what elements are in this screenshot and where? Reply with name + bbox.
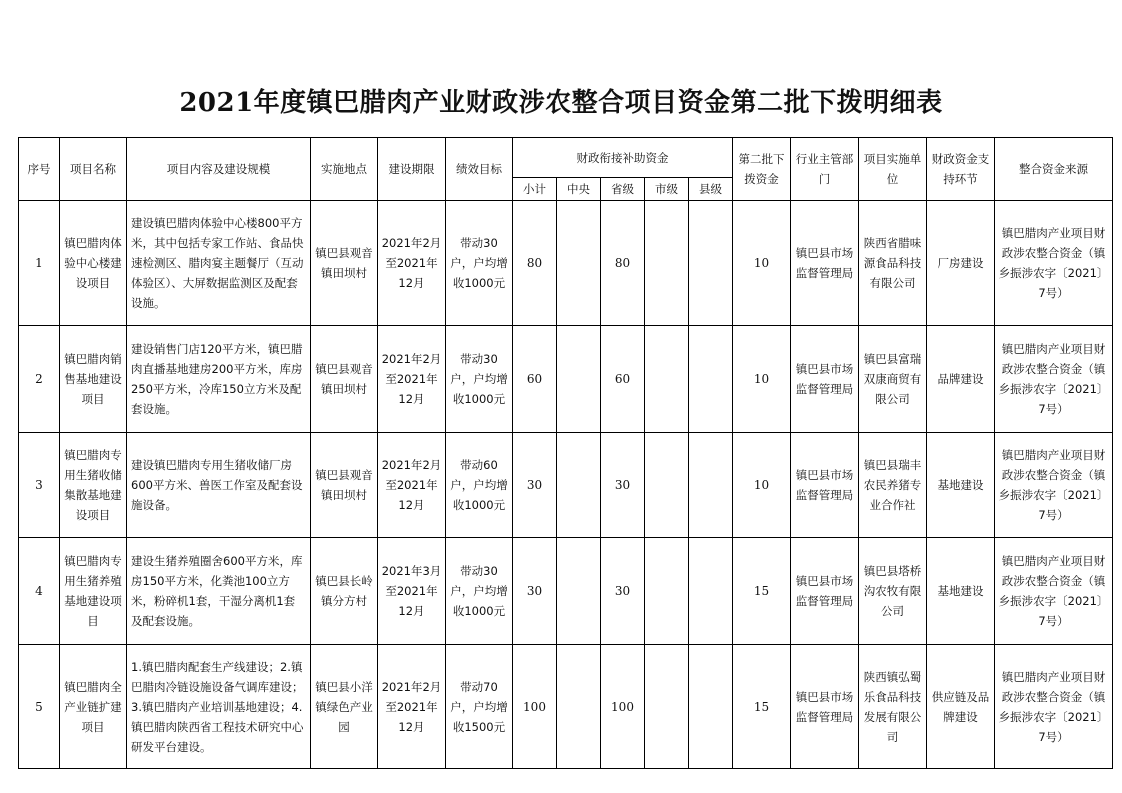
cell-dept: 镇巴县市场监督管理局 <box>791 645 859 769</box>
cell-support: 品牌建设 <box>927 326 995 433</box>
cell-county <box>689 645 733 769</box>
cell-target: 带动30户，户均增收1000元 <box>446 201 513 326</box>
cell-period: 2021年2月至2021年12月 <box>378 326 446 433</box>
cell-support: 基地建设 <box>927 538 995 645</box>
cell-content: 建设镇巴腊肉专用生猪收储厂房600平方米、兽医工作室及配套设施设备。 <box>127 433 311 538</box>
cell-county <box>689 326 733 433</box>
cell-subtotal: 30 <box>513 538 557 645</box>
cell-content: 建设镇巴腊肉体验中心楼800平方米，其中包括专家工作站、食品快速检测区、腊肉宴主题餐厅（互动体验区）、大屏数据监测区及配套设施。 <box>127 201 311 326</box>
header-content: 项目内容及建设规模 <box>127 138 311 201</box>
cell-support: 厂房建设 <box>927 201 995 326</box>
cell-project-name: 镇巴腊肉专用生猪养殖基地建设项目 <box>60 538 127 645</box>
cell-content: 建设销售门店120平方米，镇巴腊肉直播基地建房200平方米，库房250平方米，冷库150立方米及配套设施。 <box>127 326 311 433</box>
cell-target: 带动70户，户均增收1500元 <box>446 645 513 769</box>
cell-location: 镇巴县观音镇田坝村 <box>311 326 378 433</box>
cell-period: 2021年2月至2021年12月 <box>378 433 446 538</box>
cell-second-batch: 10 <box>733 201 791 326</box>
cell-support: 基地建设 <box>927 433 995 538</box>
cell-provincial: 30 <box>601 538 645 645</box>
cell-city <box>645 538 689 645</box>
header-county: 县级 <box>689 178 733 201</box>
header-period: 建设期限 <box>378 138 446 201</box>
header-central: 中央 <box>557 178 601 201</box>
header-row <box>19 138 1113 178</box>
cell-seq: 1 <box>19 201 60 326</box>
header-support: 财政资金支持环节 <box>927 138 995 201</box>
cell-dept: 镇巴县市场监督管理局 <box>791 326 859 433</box>
cell-source: 镇巴腊肉产业项目财政涉农整合资金（镇乡振涉农字〔2021〕7号） <box>995 201 1113 326</box>
table-row <box>19 645 1113 769</box>
cell-city <box>645 433 689 538</box>
cell-unit: 镇巴县富瑞双康商贸有限公司 <box>859 326 927 433</box>
cell-target: 带动30户，户均增收1000元 <box>446 326 513 433</box>
cell-project-name: 镇巴腊肉全产业链扩建项目 <box>60 645 127 769</box>
cell-central <box>557 538 601 645</box>
cell-city <box>645 326 689 433</box>
cell-period: 2021年2月至2021年12月 <box>378 645 446 769</box>
header-fund-group: 财政衔接补助资金 <box>513 138 733 178</box>
header-subtotal: 小计 <box>513 178 557 201</box>
cell-central <box>557 201 601 326</box>
table-row <box>19 538 1113 645</box>
cell-subtotal: 60 <box>513 326 557 433</box>
page-title: 2021年度镇巴腊肉产业财政涉农整合项目资金第二批下拨明细表 <box>179 88 943 118</box>
cell-target: 带动60户，户均增收1000元 <box>446 433 513 538</box>
cell-central <box>557 645 601 769</box>
cell-second-batch: 15 <box>733 538 791 645</box>
header-dept: 行业主管部门 <box>791 138 859 201</box>
cell-central <box>557 326 601 433</box>
cell-provincial: 100 <box>601 645 645 769</box>
cell-seq: 5 <box>19 645 60 769</box>
cell-source: 镇巴腊肉产业项目财政涉农整合资金（镇乡振涉农字〔2021〕7号） <box>995 645 1113 769</box>
cell-period: 2021年3月至2021年12月 <box>378 538 446 645</box>
cell-city <box>645 645 689 769</box>
cell-project-name: 镇巴腊肉专用生猪收储集散基地建设项目 <box>60 433 127 538</box>
cell-project-name: 镇巴腊肉销售基地建设项目 <box>60 326 127 433</box>
cell-provincial: 30 <box>601 433 645 538</box>
cell-county <box>689 433 733 538</box>
header-city: 市级 <box>645 178 689 201</box>
cell-dept: 镇巴县市场监督管理局 <box>791 433 859 538</box>
cell-provincial: 60 <box>601 326 645 433</box>
cell-period: 2021年2月至2021年12月 <box>378 201 446 326</box>
cell-county <box>689 201 733 326</box>
cell-dept: 镇巴县市场监督管理局 <box>791 201 859 326</box>
cell-seq: 4 <box>19 538 60 645</box>
cell-location: 镇巴县小洋镇绿色产业园 <box>311 645 378 769</box>
cell-city <box>645 201 689 326</box>
header-target: 绩效目标 <box>446 138 513 201</box>
cell-seq: 2 <box>19 326 60 433</box>
cell-content: 建设生猪养殖圈舍600平方米，库房150平方米，化粪池100立方米，粉碎机1套，干湿分离机1套及配套设施。 <box>127 538 311 645</box>
cell-subtotal: 30 <box>513 433 557 538</box>
cell-central <box>557 433 601 538</box>
cell-unit: 镇巴县塔桥沟农牧有限公司 <box>859 538 927 645</box>
cell-dept: 镇巴县市场监督管理局 <box>791 538 859 645</box>
header-provincial: 省级 <box>601 178 645 201</box>
cell-project-name: 镇巴腊肉体验中心楼建设项目 <box>60 201 127 326</box>
cell-unit: 镇巴县瑞丰农民养猪专业合作社 <box>859 433 927 538</box>
table-row <box>19 201 1113 326</box>
header-unit: 项目实施单位 <box>859 138 927 201</box>
header-seq: 序号 <box>19 138 60 201</box>
cell-source: 镇巴腊肉产业项目财政涉农整合资金（镇乡振涉农字〔2021〕7号） <box>995 433 1113 538</box>
cell-target: 带动30户，户均增收1000元 <box>446 538 513 645</box>
table-row <box>19 433 1113 538</box>
cell-subtotal: 100 <box>513 645 557 769</box>
header-second-batch: 第二批下拨资金 <box>733 138 791 201</box>
cell-subtotal: 80 <box>513 201 557 326</box>
cell-second-batch: 10 <box>733 326 791 433</box>
cell-source: 镇巴腊肉产业项目财政涉农整合资金（镇乡振涉农字〔2021〕7号） <box>995 538 1113 645</box>
cell-county <box>689 538 733 645</box>
cell-second-batch: 10 <box>733 433 791 538</box>
cell-content: 1.镇巴腊肉配套生产线建设；2.镇巴腊肉冷链设施设备气调库建设；3.镇巴腊肉产业培训基地建设；4.镇巴腊肉陕西省工程技术研究中心研发平台建设。 <box>127 645 311 769</box>
cell-provincial: 80 <box>601 201 645 326</box>
cell-support: 供应链及品牌建设 <box>927 645 995 769</box>
cell-location: 镇巴县观音镇田坝村 <box>311 433 378 538</box>
header-project-name: 项目名称 <box>60 138 127 201</box>
cell-location: 镇巴县观音镇田坝村 <box>311 201 378 326</box>
cell-location: 镇巴县长岭镇分方村 <box>311 538 378 645</box>
cell-unit: 陕西省腊味源食品科技有限公司 <box>859 201 927 326</box>
cell-seq: 3 <box>19 433 60 538</box>
fund-allocation-table <box>18 137 1113 769</box>
cell-second-batch: 15 <box>733 645 791 769</box>
cell-unit: 陕西镇弘蜀乐食品科技发展有限公司 <box>859 645 927 769</box>
header-source: 整合资金来源 <box>995 138 1113 201</box>
table-row <box>19 326 1113 433</box>
cell-source: 镇巴腊肉产业项目财政涉农整合资金（镇乡振涉农字〔2021〕7号） <box>995 326 1113 433</box>
header-location: 实施地点 <box>311 138 378 201</box>
